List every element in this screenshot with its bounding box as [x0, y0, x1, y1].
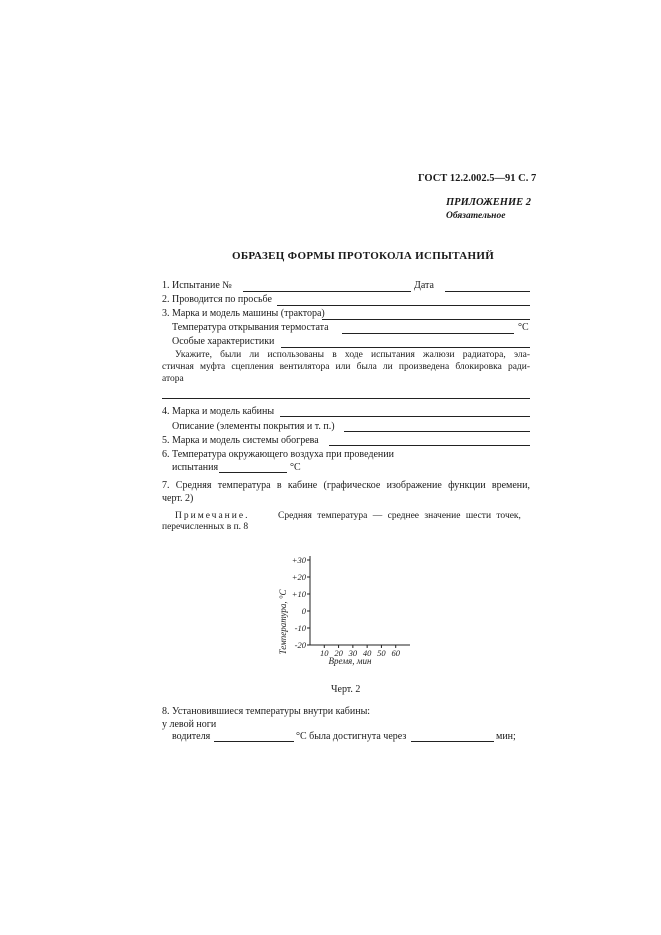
- chart-y-tick-label: -20: [294, 640, 306, 650]
- item2-label: 2. Проводится по просьбе: [162, 294, 272, 305]
- chart-y-tick-label: +10: [291, 589, 306, 599]
- item3-special-label: Особые характеристики: [172, 336, 275, 347]
- appendix-label: ПРИЛОЖЕНИЕ 2: [446, 197, 531, 208]
- item8-label: 8. Установившиеся температуры внутри кабины:: [162, 706, 371, 717]
- chart-x-tick-label: 20: [334, 648, 343, 658]
- item8-temperature-field[interactable]: [214, 741, 294, 742]
- chart-x-tick-label: 10: [320, 648, 329, 658]
- chart-y-tick-label: -10: [294, 623, 306, 633]
- chart-x-tick-label: 30: [348, 648, 358, 658]
- item1-label: 1. Испытание №: [162, 280, 232, 291]
- temperature-chart: [270, 550, 420, 680]
- item3-field[interactable]: [322, 319, 530, 320]
- item1-date-field[interactable]: [445, 291, 530, 292]
- item6-test-label: испытания: [172, 462, 219, 473]
- item3-thermostat-unit: °С: [518, 322, 529, 333]
- item4-description-field[interactable]: [344, 431, 530, 432]
- item3-special-field[interactable]: [281, 347, 530, 348]
- item7-line2: черт. 2): [162, 493, 194, 504]
- item1-date-label: Дата: [414, 280, 434, 291]
- item4-field[interactable]: [280, 416, 530, 417]
- item3-note-field[interactable]: [162, 398, 530, 399]
- item8-left-foot-label: у левой ноги: [162, 719, 217, 730]
- item8-unit: мин;: [496, 731, 516, 742]
- chart-x-tick-label: 50: [377, 648, 386, 658]
- page-title: ОБРАЗЕЦ ФОРМЫ ПРОТОКОЛА ИСПЫТАНИЙ: [232, 250, 495, 262]
- item3-note-line3: атора: [162, 374, 184, 384]
- chart-x-tick-label: 60: [391, 648, 400, 658]
- chart-y-tick-label: +30: [291, 555, 306, 565]
- item6-label: 6. Температура окружающего воздуха при проведении: [162, 449, 394, 460]
- item3-note-line2: стичная муфта сцепления вентилятора или была ли произведена блокировка ради-: [162, 362, 530, 372]
- chart-y-ticks: [292, 555, 310, 650]
- item3-note-line1: Укажите, были ли использованы в ходе испытания жалюзи радиатора, эла-: [175, 350, 530, 360]
- note-line1: Средняя температура — среднее значение шести точек,: [278, 511, 521, 521]
- item6-unit: °С: [290, 462, 301, 473]
- chart-axes: [310, 556, 410, 645]
- item3-thermostat-field[interactable]: [342, 333, 514, 334]
- item8-mid-text: °С была достигнута через: [296, 731, 407, 742]
- item4-label: 4. Марка и модель кабины: [162, 406, 275, 417]
- item3-thermostat-label: Температура открывания термостата: [172, 322, 329, 333]
- note-word: Примечание.: [175, 511, 250, 521]
- item7-line1: 7. Средняя температура в кабине (графическое изображение функции времени,: [162, 480, 530, 491]
- chart-x-label: Время, мин: [328, 656, 372, 666]
- chart-x-tick-label: 40: [362, 648, 372, 658]
- mandatory-label: Обязательное: [446, 211, 506, 221]
- chart-caption: Черт. 2: [331, 684, 361, 695]
- item1-number-field[interactable]: [243, 291, 411, 292]
- item5-field[interactable]: [329, 445, 530, 446]
- item6-temperature-field[interactable]: [219, 472, 287, 473]
- note-line2: перечисленных в п. 8: [162, 522, 249, 532]
- chart-y-label: Температура, °С: [278, 589, 288, 655]
- chart-y-tick-label: +20: [291, 572, 306, 582]
- item5-label: 5. Марка и модель системы обогрева: [162, 435, 319, 446]
- item8-time-field[interactable]: [411, 741, 494, 742]
- item4-description-label: Описание (элементы покрытия и т. п.): [172, 421, 335, 432]
- chart-y-tick-label: 0: [301, 606, 306, 616]
- item8-driver-label: водителя: [172, 731, 211, 742]
- item2-field[interactable]: [277, 305, 530, 306]
- item3-label: 3. Марка и модель машины (трактора): [162, 308, 325, 319]
- gost-number: ГОСТ 12.2.002.5—91 С. 7: [418, 173, 537, 184]
